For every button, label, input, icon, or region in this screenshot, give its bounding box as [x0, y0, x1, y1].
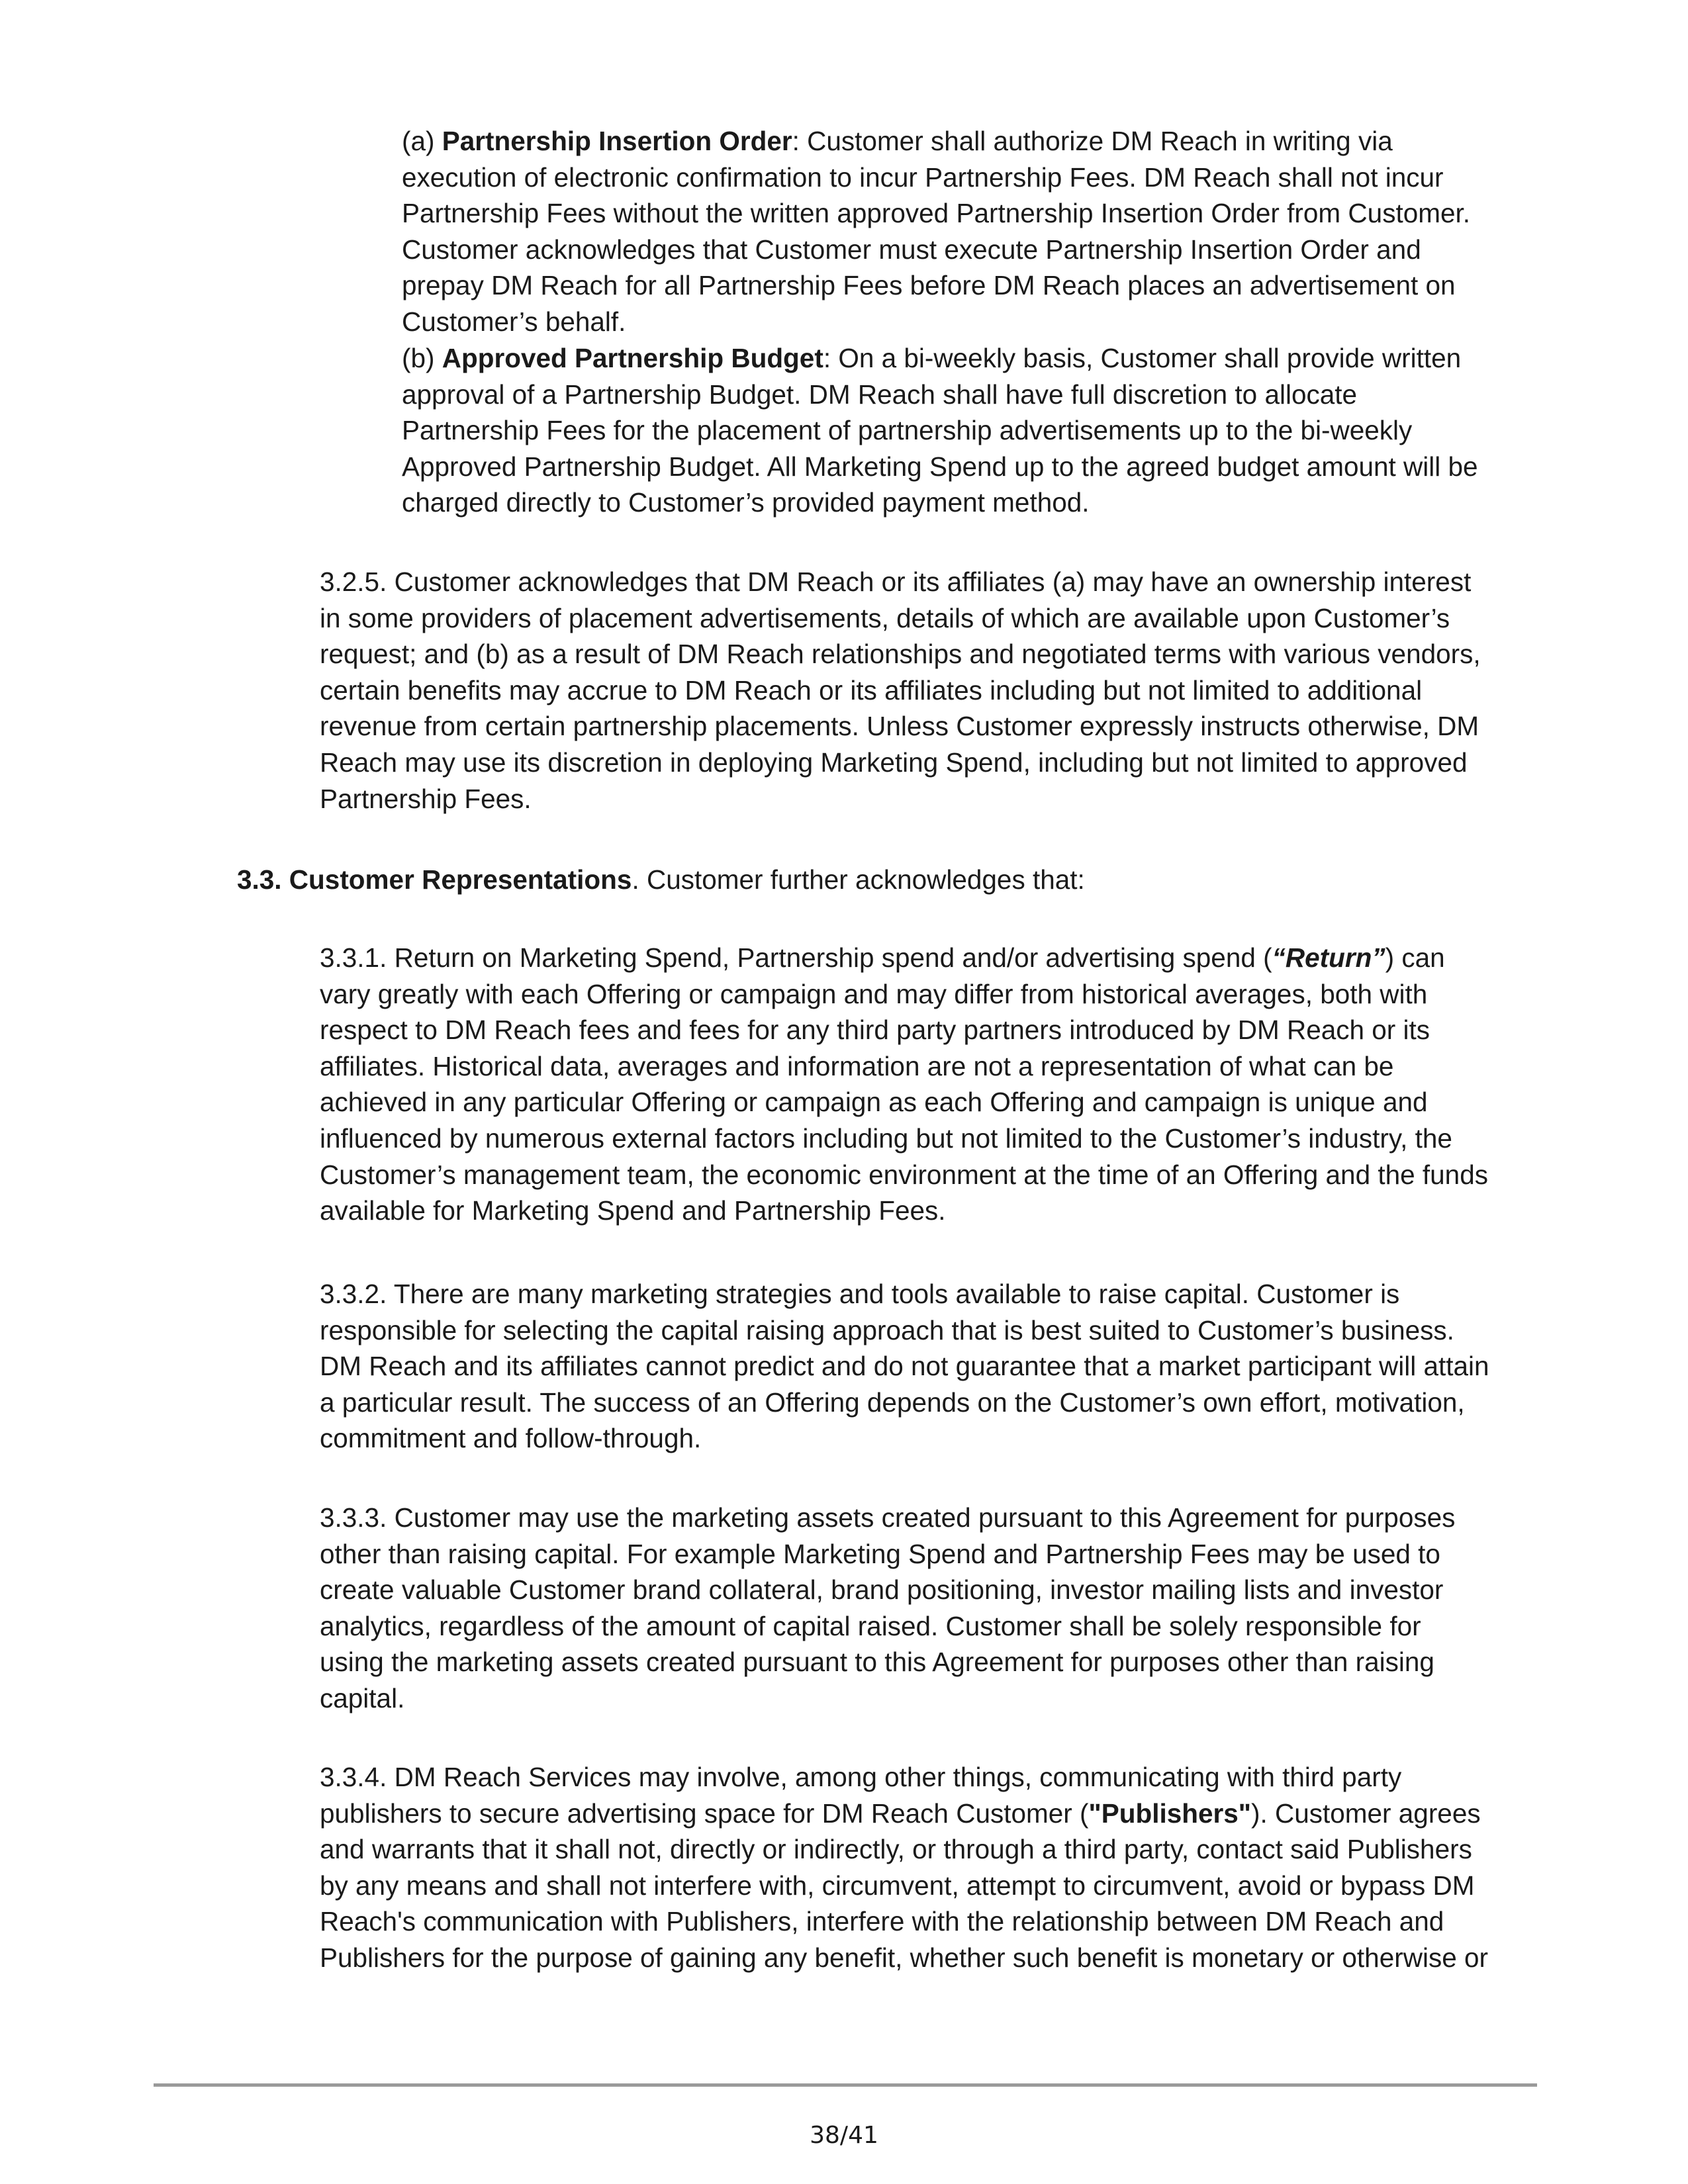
item-b-approved-partnership-budget — [402, 340, 1478, 521]
text-line: approval of a Partnership Budget. DM Reach shall have full discretion to allocate — [402, 379, 1358, 410]
text-line: DM Reach and its affiliates cannot predict and do not guarantee that a market participant will attain — [320, 1351, 1489, 1382]
item-b-first-line: (b) Approved Partnership Budget: On a bi-weekly basis, Customer shall provide written — [402, 343, 1462, 373]
text-line: create valuable Customer brand collateral, brand positioning, investor mailing lists and investor — [320, 1574, 1444, 1606]
section-3-3-title: 3.3. Customer Representations — [237, 864, 632, 895]
text-line: capital. — [320, 1682, 405, 1713]
text-line: analytics, regardless of the amount of capital raised. Customer shall be solely responsible for — [320, 1610, 1421, 1641]
text-line: influenced by numerous external factors including but not limited to the Customer’s industry, the — [320, 1122, 1452, 1154]
item-a-first-line: (a) Partnership Insertion Order: Customer shall authorize DM Reach in writing via — [402, 126, 1393, 156]
section-3-3-heading: 3.3. Customer Representations. Customer further acknowledges that: — [237, 864, 1085, 895]
item-b-heading: Approved Partnership Budget — [442, 343, 823, 373]
text-line: execution of electronic confirmation to incur Partnership Fees. DM Reach shall not incur — [402, 161, 1444, 193]
text-line: request; and (b) as a result of DM Reach relationships and negotiated terms with various vendors, — [320, 639, 1481, 670]
text-line: Reach may use its discretion in deploying Marketing Spend, including but not limited to approved — [320, 747, 1468, 778]
text-line: certain benefits may accrue to DM Reach or its affiliates including but not limited to additional — [320, 674, 1423, 705]
paragraph-3-3-1-first-line: 3.3.1. Return on Marketing Spend, Partnership spend and/or advertising spend (“Return”) can — [320, 942, 1445, 973]
defined-term-publishers: "Publishers" — [1088, 1797, 1251, 1829]
paragraph-3-3-4-second-line: publishers to secure advertising space for DM Reach Customer ("Publishers"). Customer agrees — [320, 1797, 1481, 1829]
footer-divider — [154, 2083, 1537, 2087]
text-line: in some providers of placement advertisements, details of which are available upon Customer’s — [320, 602, 1450, 633]
text-line: Partnership Fees for the placement of partnership advertisements up to the bi-weekly — [402, 415, 1413, 446]
text-line: prepay DM Reach for all Partnership Fees before DM Reach places an advertisement on — [402, 270, 1456, 301]
text-line: 3.3.2. There are many marketing strategies and tools available to raise capital. Customer is — [320, 1279, 1400, 1309]
item-a-partnership-insertion-order — [402, 123, 1470, 340]
text-line: respect to DM Reach fees and fees for any third party partners introduced by DM Reach or its — [320, 1015, 1430, 1046]
text-line: Customer acknowledges that Customer must execute Partnership Insertion Order and — [402, 234, 1421, 265]
text-line: Reach's communication with Publishers, interfere with the relationship between DM Reach and — [320, 1906, 1444, 1937]
text-line: other than raising capital. For example Marketing Spend and Partnership Fees may be used to — [320, 1538, 1440, 1569]
text-line: available for Marketing Spend and Partnership Fees. — [320, 1195, 946, 1226]
text-line: a particular result. The success of an Offering depends on the Customer’s own effort, motivation, — [320, 1387, 1465, 1418]
text-line: Customer’s management team, the economic environment at the time of an Offering and the funds — [320, 1159, 1488, 1190]
text-line: charged directly to Customer’s provided payment method. — [402, 487, 1090, 518]
text-line: 3.3.4. DM Reach Services may involve, among other things, communicating with third party — [320, 1762, 1402, 1792]
text-line: Partnership Fees. — [320, 783, 532, 814]
paragraph-3-3-4 — [320, 1759, 1488, 1976]
text-line: Customer’s behalf. — [402, 306, 626, 337]
paragraph-3-3-1 — [320, 940, 1488, 1229]
text-line: commitment and follow-through. — [320, 1423, 702, 1454]
text-line: by any means and shall not interfere with, circumvent, attempt to circumvent, avoid or bypass DM — [320, 1870, 1475, 1901]
text-line: 3.3.3. Customer may use the marketing assets created pursuant to this Agreement for purposes — [320, 1502, 1456, 1533]
text-line: Publishers for the purpose of gaining any benefit, whether such benefit is monetary or otherwise or — [320, 1942, 1488, 1973]
text-line: responsible for selecting the capital raising approach that is best suited to Customer’s business. — [320, 1314, 1454, 1345]
paragraph-3-3-3 — [320, 1500, 1455, 1717]
text-line: and warrants that it shall not, directly or indirectly, or through a third party, contact said Publishers — [320, 1834, 1472, 1865]
text-line: 3.2.5. Customer acknowledges that DM Reach or its affiliates (a) may have an ownership interest — [320, 567, 1472, 597]
text-line: vary greatly with each Offering or campaign and may differ from historical averages, both with — [320, 978, 1428, 1009]
text-line: using the marketing assets created pursuant to this Agreement for purposes other than raising — [320, 1647, 1434, 1678]
text-line: revenue from certain partnership placements. Unless Customer expressly instructs otherwise, DM — [320, 711, 1479, 742]
item-a-heading: Partnership Insertion Order — [442, 126, 792, 156]
paragraph-3-2-5 — [320, 564, 1481, 817]
page-number: 38/41 — [810, 2122, 878, 2149]
text-line: Partnership Fees without the written approved Partnership Insertion Order from Customer. — [402, 198, 1470, 229]
defined-term-return: “Return” — [1272, 942, 1385, 973]
text-line: Approved Partnership Budget. All Marketing Spend up to the agreed budget amount will be — [402, 451, 1478, 482]
paragraph-3-3-2 — [320, 1276, 1489, 1457]
text-line: affiliates. Historical data, averages and information are not a representation of what can be — [320, 1050, 1394, 1081]
text-line: achieved in any particular Offering or campaign as each Offering and campaign is unique and — [320, 1087, 1428, 1118]
